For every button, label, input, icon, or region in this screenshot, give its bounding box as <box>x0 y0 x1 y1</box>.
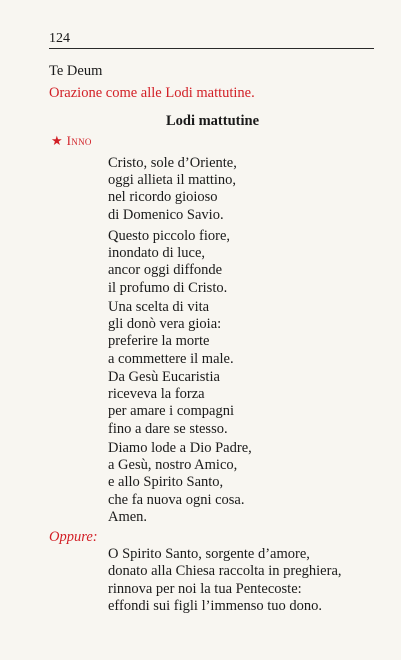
hymn-stanza-5 <box>108 440 252 526</box>
hymn-line: di Domenico Savio. <box>108 206 224 223</box>
hymn-line: ancor oggi diffonde <box>108 262 223 279</box>
hymn-line: Una scelta di vita <box>108 299 210 315</box>
orazione-rubric: Orazione come alle Lodi mattutine. <box>49 85 255 101</box>
hymn-line: nel ricordo gioioso <box>108 189 218 206</box>
hymn-line: Diamo lode a Dio Padre, <box>108 440 252 456</box>
hymn-line: a Gesù, nostro Amico, <box>108 457 238 474</box>
hymn-line: che fa nuova ogni cosa. <box>108 491 245 508</box>
section-title: Lodi mattutine <box>165 113 260 129</box>
star-icon: ★ <box>51 133 63 148</box>
alt-hymn-line: donato alla Chiesa raccolta in preghiera, <box>108 563 342 580</box>
header-rule <box>49 48 374 49</box>
hymn-line: e allo Spirito Santo, <box>108 474 224 491</box>
alt-hymn-line: effondi sui figli l’immenso tuo dono. <box>108 598 322 615</box>
hymn-line: Questo piccolo fiore, <box>108 228 231 244</box>
hymn-amen: Amen. <box>108 508 148 525</box>
alternative-hymn <box>108 546 342 616</box>
hymn-line: fino a dare se stesso. <box>108 420 228 437</box>
alt-hymn-line: rinnova per noi la tua Pentecoste: <box>108 580 302 597</box>
hymn-line: Da Gesù Eucaristia <box>108 369 220 385</box>
inno-label: Inno <box>66 133 92 148</box>
hymn-line: il profumo di Cristo. <box>108 279 228 296</box>
hymn-stanza-1 <box>108 155 237 224</box>
page-number: 124 <box>49 31 70 46</box>
hymn-line: a commettere il male. <box>108 350 234 367</box>
hymn-line: per amare i compagni <box>108 403 235 420</box>
alt-hymn-line: O Spirito Santo, sorgente d’amore, <box>108 546 310 562</box>
hymn-line: preferire la morte <box>108 333 210 350</box>
hymn-stanza-3 <box>108 299 234 368</box>
hymn-line: oggi allieta il mattino, <box>108 172 237 189</box>
te-deum-line: Te Deum <box>49 63 103 79</box>
hymn-line: Cristo, sole d’Oriente, <box>108 155 237 171</box>
inno-heading <box>51 133 92 149</box>
hymn-stanza-4 <box>108 369 234 438</box>
hymn-line: riceveva la forza <box>108 386 205 403</box>
hymn-line: inondato di luce, <box>108 245 206 262</box>
oppure-rubric: Oppure: <box>49 529 98 545</box>
hymn-line: gli donò vera gioia: <box>108 316 222 333</box>
hymn-stanza-2 <box>108 228 230 297</box>
